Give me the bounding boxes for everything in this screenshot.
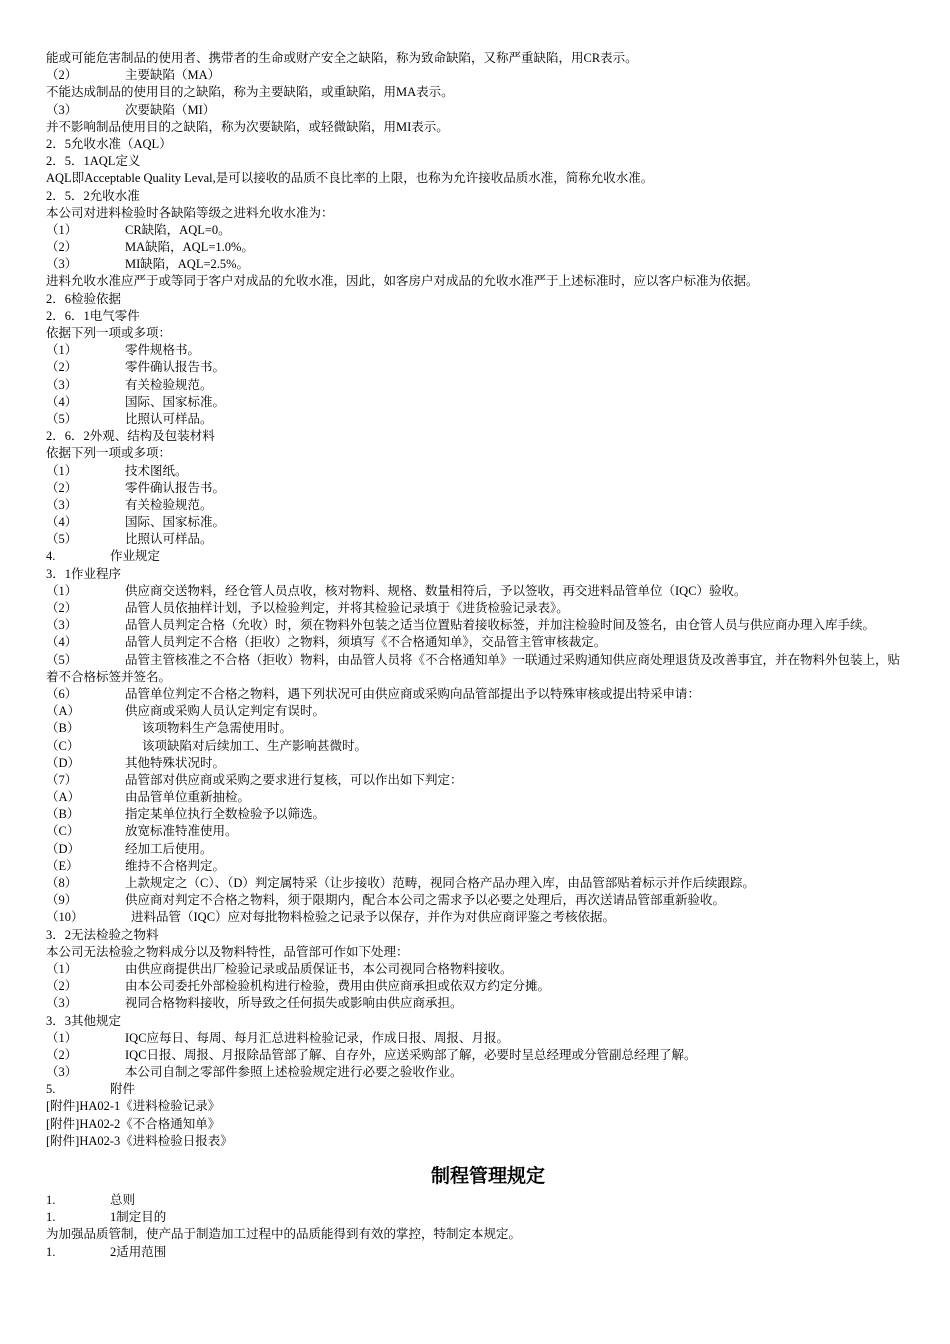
item-text: 并不影响制品使用目的之缺陷，称为次要缺陷，或轻微缺陷，用MI表示。 xyxy=(46,119,449,134)
item-marker: 5. xyxy=(46,1082,56,1097)
paragraph-line xyxy=(46,978,910,995)
paragraph-line xyxy=(46,50,910,67)
item-text: 国际、国家标准。 xyxy=(125,515,226,530)
item-marker: （6） xyxy=(46,686,78,701)
item-marker: （3） xyxy=(46,257,78,272)
item-marker: （8） xyxy=(46,876,78,891)
item-text: 2．5．2允收水准 xyxy=(46,188,140,203)
paragraph-line xyxy=(46,1133,910,1150)
paragraph-line xyxy=(46,823,910,840)
item-marker: （2） xyxy=(46,480,78,495)
item-text: 3．3其他规定 xyxy=(46,1013,122,1028)
item-text: 本公司对进料检验时各缺陷等级之进料允收水准为： xyxy=(46,205,334,220)
item-text: AQL即Acceptable Quality Leval,是可以接收的品质不良比率的上限，也称为允许接收品质水准，简称允收水准。 xyxy=(46,171,654,186)
item-text: 附件 xyxy=(110,1082,136,1097)
item-marker: （E） xyxy=(46,858,79,873)
item-text: 供应商对判定不合格之物料，须于限期内，配合本公司之需求予以必要之处理后，再次送请品管部重新验收。 xyxy=(125,893,726,908)
item-text: 1制定目的 xyxy=(110,1210,167,1225)
paragraph-line xyxy=(46,222,910,239)
item-text: 进料品管（IQC）应对每批物料检验之记录予以保存，并作为对供应商评鉴之考核依据。 xyxy=(131,910,616,925)
item-text: 2．6．2外观、结构及包装材料 xyxy=(46,429,215,444)
item-marker: （3） xyxy=(46,1065,78,1080)
paragraph-line xyxy=(46,325,910,342)
paragraph-line xyxy=(46,84,910,101)
item-text: 品管人员依抽样计划，予以检验判定，并将其检验记录填于《进货检验记录表》。 xyxy=(125,601,569,615)
item-text: 比照认可样品。 xyxy=(125,532,213,547)
item-text: 零件确认报告书。 xyxy=(125,360,226,375)
item-text: 该项缺陷对后续加工、生产影响甚微时。 xyxy=(142,738,368,753)
paragraph-line xyxy=(46,789,910,806)
paragraph-line xyxy=(46,1209,910,1226)
item-text: 由供应商提供出厂检验记录或品质保证书，本公司视同合格物料接收。 xyxy=(125,961,513,976)
item-text: 3．2无法检验之物料 xyxy=(46,927,159,942)
item-text: 不能达成制品的使用目的之缺陷，称为主要缺陷，或重缺陷，用MA表示。 xyxy=(46,85,454,100)
paragraph-line xyxy=(46,600,910,617)
item-marker: （10） xyxy=(46,910,84,925)
paragraph-line xyxy=(46,531,910,548)
item-text: 上款规定之（C）、（D）判定属特采（让步接收）范畴，视同合格产品办理入库，由品管部贴着标示并作后续跟踪。 xyxy=(125,876,755,891)
paragraph-line xyxy=(46,170,910,187)
item-marker: （5） xyxy=(46,411,78,426)
paragraph-line xyxy=(46,944,910,961)
incoming-inspection-section xyxy=(46,50,910,1150)
paragraph-line xyxy=(46,755,910,772)
paragraph-line xyxy=(46,806,910,823)
item-text: CR缺陷，AQL=0。 xyxy=(125,222,231,237)
item-text: 2适用范围 xyxy=(110,1244,167,1259)
item-marker: （C） xyxy=(46,738,80,753)
item-marker: （4） xyxy=(46,635,78,650)
item-text: 视同合格物料接收，所导致之任何损失或影响由供应商承担。 xyxy=(125,996,463,1011)
item-text: 技术图纸。 xyxy=(125,463,188,478)
paragraph-line xyxy=(46,119,910,136)
paragraph-line xyxy=(46,445,910,462)
paragraph-line xyxy=(46,497,910,514)
paragraph-line xyxy=(46,377,910,394)
item-marker: （5） xyxy=(46,652,78,667)
paragraph-line xyxy=(46,772,910,789)
item-marker: （1） xyxy=(46,1030,78,1045)
paragraph-line xyxy=(46,1013,910,1030)
item-marker: （1） xyxy=(46,463,78,478)
item-text: 品管单位判定不合格之物料，遇下列状况可由供应商或采购向品管部提出予以特殊审核或提出特采申请： xyxy=(125,686,701,701)
item-marker: （B） xyxy=(46,807,80,822)
paragraph-line xyxy=(46,548,910,565)
paragraph-line xyxy=(46,566,910,583)
paragraph-line xyxy=(46,428,910,445)
item-marker: （2） xyxy=(46,601,78,615)
item-marker: （3） xyxy=(46,996,78,1011)
paragraph-line xyxy=(46,188,910,205)
paragraph-line xyxy=(46,1244,910,1261)
item-text: [附件]HA02-1《进料检验记录》 xyxy=(46,1099,221,1114)
paragraph-line xyxy=(46,153,910,170)
item-text: 品管人员判定不合格（拒收）之物料，须填写《不合格通知单》，交品管主管审核裁定。 xyxy=(125,635,607,650)
item-marker: （1） xyxy=(46,222,78,237)
paragraph-line xyxy=(46,686,910,703)
paragraph-line xyxy=(46,102,910,119)
paragraph-line xyxy=(46,703,910,720)
item-text: 品管人员判定合格（允收）时，须在物料外包装之适当位置贴着接收标签，并加注检验时间及签名，由仓管人员与供应商办理入库手续。 xyxy=(125,618,876,633)
item-marker: （2） xyxy=(46,240,78,255)
item-text: 品管部对供应商或采购之要求进行复核，可以作出如下判定： xyxy=(125,772,463,787)
item-text: IQC日报、周报、月报除品管部了解、自存外，应送采购部了解，必要时呈总经理或分管副总经理了解。 xyxy=(125,1047,697,1062)
item-marker: （2） xyxy=(46,1047,78,1062)
item-text: IQC应每日、每周、每月汇总进料检验记录，作成日报、周报、月报。 xyxy=(125,1030,510,1045)
item-marker: （4） xyxy=(46,515,78,530)
paragraph-line xyxy=(46,1030,910,1047)
paragraph-line xyxy=(46,273,910,290)
item-text: 零件确认报告书。 xyxy=(125,480,226,495)
paragraph-line xyxy=(46,841,910,858)
section-title: 制程管理规定 xyxy=(430,1165,545,1188)
item-text: 其他特殊状况时。 xyxy=(125,755,226,770)
item-text: 有关检验规范。 xyxy=(125,497,213,512)
paragraph-line xyxy=(46,342,910,359)
item-text: [附件]HA02-3《进料检验日报表》 xyxy=(46,1133,233,1148)
item-text: 国际、国家标准。 xyxy=(125,394,226,409)
item-marker: （2） xyxy=(46,68,78,83)
paragraph-line xyxy=(46,67,910,84)
item-marker: （3） xyxy=(46,618,78,633)
item-text: 2．5．1AQL定义 xyxy=(46,154,141,169)
item-text: 比照认可样品。 xyxy=(125,411,213,426)
item-marker: （2） xyxy=(46,360,78,375)
paragraph-line xyxy=(46,1116,910,1133)
item-marker: （A） xyxy=(46,704,81,719)
paragraph-line xyxy=(46,720,910,737)
item-text: 零件规格书。 xyxy=(125,343,201,358)
paragraph-line xyxy=(46,291,910,308)
paragraph-line xyxy=(46,1226,910,1243)
paragraph-line xyxy=(46,1064,910,1081)
item-marker: （4） xyxy=(46,394,78,409)
item-marker: （C） xyxy=(46,824,80,839)
paragraph-line xyxy=(46,583,910,600)
item-marker: （3） xyxy=(46,497,78,512)
item-text: 2．6检验依据 xyxy=(46,291,122,306)
item-marker: （1） xyxy=(46,343,78,358)
paragraph-line xyxy=(46,858,910,875)
paragraph-line xyxy=(46,961,910,978)
paragraph-line xyxy=(46,514,910,531)
paragraph-line xyxy=(46,256,910,273)
item-text: 有关检验规范。 xyxy=(125,377,213,392)
paragraph-line xyxy=(46,909,910,926)
item-text: 该项物料生产急需使用时。 xyxy=(142,721,293,736)
item-text: 依据下列一项或多项： xyxy=(46,326,172,340)
item-marker: （A） xyxy=(46,790,81,805)
item-text: 供应商或采购人员认定判定有误时。 xyxy=(125,704,326,719)
item-text: 由品管单位重新抽检。 xyxy=(125,790,251,805)
item-text: MA缺陷，AQL=1.0%。 xyxy=(125,240,254,255)
item-text: 放宽标准特准使用。 xyxy=(125,824,238,839)
document-body xyxy=(46,50,910,1261)
item-text: 作业规定 xyxy=(110,549,161,564)
paragraph-line xyxy=(46,1192,910,1209)
item-marker: （2） xyxy=(46,979,78,994)
paragraph-line xyxy=(46,875,910,892)
paragraph-line xyxy=(46,652,910,686)
paragraph-line xyxy=(46,239,910,256)
item-marker: 1. xyxy=(46,1244,56,1259)
item-text: 进料允收水准应严于或等同于客户对成品的允收水准，因此，如客房户对成品的允收水准严于上述标准时，应以客户标准为依据。 xyxy=(46,274,759,289)
item-marker: （D） xyxy=(46,841,81,856)
paragraph-line xyxy=(46,394,910,411)
paragraph-line xyxy=(46,1047,910,1064)
item-text: 主要缺陷（MA） xyxy=(125,68,221,83)
item-text: 2．5允收水准（AQL） xyxy=(46,136,172,151)
item-text: 依据下列一项或多项： xyxy=(46,446,172,461)
paragraph-line xyxy=(46,1081,910,1098)
paragraph-line xyxy=(46,463,910,480)
paragraph-line xyxy=(46,1098,910,1115)
item-text: 本公司自制之零部件参照上述检验规定进行必要之验收作业。 xyxy=(125,1065,463,1080)
item-text: 次要缺陷（MI） xyxy=(125,102,216,117)
item-marker: （9） xyxy=(46,893,78,908)
paragraph-line xyxy=(46,617,910,634)
paragraph-line xyxy=(46,359,910,376)
paragraph-line xyxy=(46,205,910,222)
paragraph-line xyxy=(46,634,910,651)
process-control-section xyxy=(46,1192,910,1261)
item-marker: （1） xyxy=(46,583,78,598)
item-text: 能或可能危害制品的使用者、携带者的生命或财产安全之缺陷，称为致命缺陷，又称严重缺陷，用CR表示。 xyxy=(46,51,638,65)
item-text: [附件]HA02-2《不合格通知单》 xyxy=(46,1116,221,1131)
item-text: MI缺陷，AQL=2.5%。 xyxy=(125,257,250,272)
paragraph-line xyxy=(46,308,910,325)
item-marker: （5） xyxy=(46,532,78,547)
item-text: 维持不合格判定。 xyxy=(125,858,226,873)
paragraph-line xyxy=(46,411,910,428)
item-text: 本公司无法检验之物料成分以及物料特性，品管部可作如下处理： xyxy=(46,944,409,959)
paragraph-line xyxy=(46,927,910,944)
item-marker: （B） xyxy=(46,721,80,736)
item-marker: 1. xyxy=(46,1210,56,1225)
paragraph-line xyxy=(46,995,910,1012)
item-marker: 4. xyxy=(46,549,56,564)
item-text: 品管主管核准之不合格（拒收）物料，由品管人员将《不合格通知单》一联通过采购通知供应商处理退货及改善事宜，并在物料外包装上，贴着不合格标签并签名。 xyxy=(46,652,901,684)
item-marker: （3） xyxy=(46,377,78,392)
item-marker: （7） xyxy=(46,772,78,787)
item-text: 2．6．1电气零件 xyxy=(46,308,140,323)
item-text: 3．1作业程序 xyxy=(46,566,122,581)
item-text: 经加工后使用。 xyxy=(125,841,213,856)
item-marker: （D） xyxy=(46,755,81,770)
item-marker: （3） xyxy=(46,102,78,117)
item-text: 指定某单位执行全数检验予以筛选。 xyxy=(125,807,326,822)
paragraph-line xyxy=(46,136,910,153)
item-marker: 1. xyxy=(46,1193,56,1208)
item-text: 总则 xyxy=(110,1193,136,1208)
paragraph-line xyxy=(46,738,910,755)
paragraph-line xyxy=(46,892,910,909)
item-text: 由本公司委托外部检验机构进行检验，费用由供应商承担或依双方约定分摊。 xyxy=(125,979,551,994)
item-text: 供应商交送物料，经仓管人员点收，核对物料、规格、数量相符后，予以签收，再交进料品管单位（IQC）验收。 xyxy=(125,583,747,598)
item-marker: （1） xyxy=(46,961,78,976)
item-text: 为加强品质管制，使产品于制造加工过程中的品质能得到有效的掌控，特制定本规定。 xyxy=(46,1227,522,1242)
paragraph-line xyxy=(46,480,910,497)
